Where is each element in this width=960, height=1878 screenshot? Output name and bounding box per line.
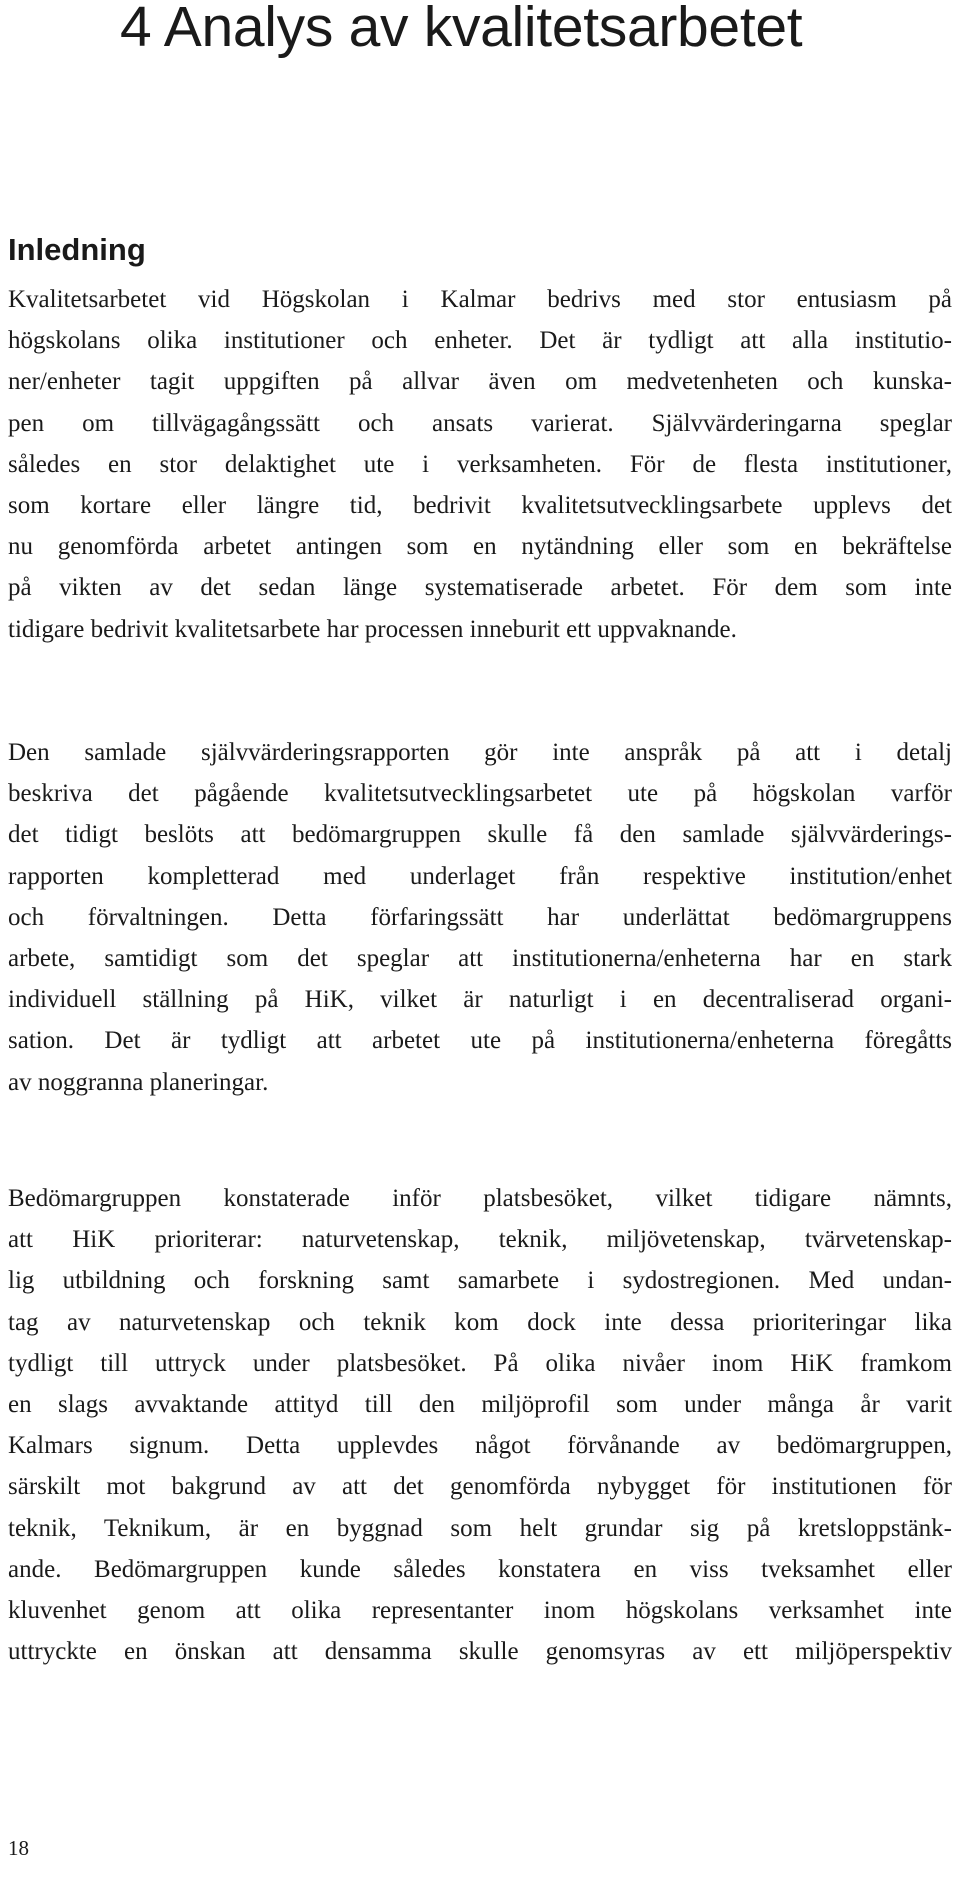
paragraph [8, 279, 952, 650]
text-line: kluvenhet genom att olika representanter inom högskolans verksamhet inte [8, 1597, 952, 1625]
text-line: således en stor delaktighet ute i verksamheten. För de flesta institutioner, [8, 450, 952, 478]
text-line: individuell ställning på HiK, vilket är naturligt i en decentraliserad organi- [8, 986, 952, 1014]
text-line: sation. Det är tydligt att arbetet ute på institutionerna/enheterna föregåtts [8, 1027, 952, 1055]
text-line: ande. Bedömargruppen kunde således konstatera en viss tveksamhet eller [8, 1555, 952, 1583]
text-line: som kortare eller längre tid, bedrivit kvalitetsutvecklingsarbete upplevs det [8, 492, 952, 520]
text-line: det tidigt beslöts att bedömargruppen skulle få den samlade självvärderings- [8, 821, 952, 849]
text-line: Den samlade självvärderingsrapporten gör inte anspråk på att i detalj [8, 739, 952, 766]
text-line: teknik, Teknikum, är en byggnad som helt grundar sig på kretsloppstänk- [8, 1514, 952, 1542]
text-line: nu genomförda arbetet antingen som en nytändning eller som en bekräftelse [8, 533, 952, 561]
text-line: arbete, samtidigt som det speglar att institutionerna/enheterna har en stark [8, 945, 952, 973]
text-line: uttryckte en önskan att densamma skulle genomsyras av ett miljöperspektiv [8, 1638, 952, 1666]
text-line: tidigare bedrivit kvalitetsarbete har processen inneburit ett uppvaknande. [8, 615, 737, 643]
text-line: Kalmars signum. Detta upplevdes något förvånande av bedömargruppen, [8, 1432, 952, 1460]
text-line: tag av naturvetenskap och teknik kom dock inte dessa prioriteringar lika [8, 1308, 952, 1336]
text-line: Bedömargruppen konstaterade inför platsbesöket, vilket tidigare nämnts, [8, 1185, 952, 1212]
text-line: tydligt till uttryck under platsbesöket. På olika nivåer inom HiK framkom [8, 1349, 952, 1377]
text-line: Kvalitetsarbetet vid Högskolan i Kalmar bedrivs med stor entusiasm på [8, 286, 952, 313]
text-line: lig utbildning och forskning samt samarbete i sydostregionen. Med undan- [8, 1267, 952, 1295]
section-heading: Inledning [8, 232, 146, 267]
text-line: beskriva det pågående kvalitetsutvecklingsarbetet ute på högskolan varför [8, 780, 952, 808]
text-line: särskilt mot bakgrund av att det genomförda nybygget för institutionen för [8, 1473, 952, 1501]
text-line: på vikten av det sedan länge systematiserade arbetet. För dem som inte [8, 574, 952, 602]
text-line: av noggranna planeringar. [8, 1068, 269, 1096]
text-line: ner/enheter tagit uppgiften på allvar även om medvetenheten och kunska- [8, 368, 952, 396]
text-line: rapporten kompletterad med underlaget från respektive institution/enhet [8, 862, 952, 890]
text-line: en slags avvaktande attityd till den miljöprofil som under många år varit [8, 1391, 952, 1419]
text-line: och förvaltningen. Detta förfaringssätt har underlättat bedömargruppens [8, 903, 952, 931]
chapter-title: 4 Analys av kvalitetsarbetet [120, 0, 803, 59]
paragraph [8, 732, 952, 1103]
page-number: 18 [8, 1836, 29, 1860]
paragraph [8, 1178, 952, 1672]
text-line: pen om tillvägagångssätt och ansats varierat. Självvärderingarna speglar [8, 409, 952, 437]
text-line: att HiK prioriterar: naturvetenskap, teknik, miljövetenskap, tvärvetenskap- [8, 1226, 952, 1254]
text-line: högskolans olika institutioner och enheter. Det är tydligt att alla institutio- [8, 327, 952, 355]
